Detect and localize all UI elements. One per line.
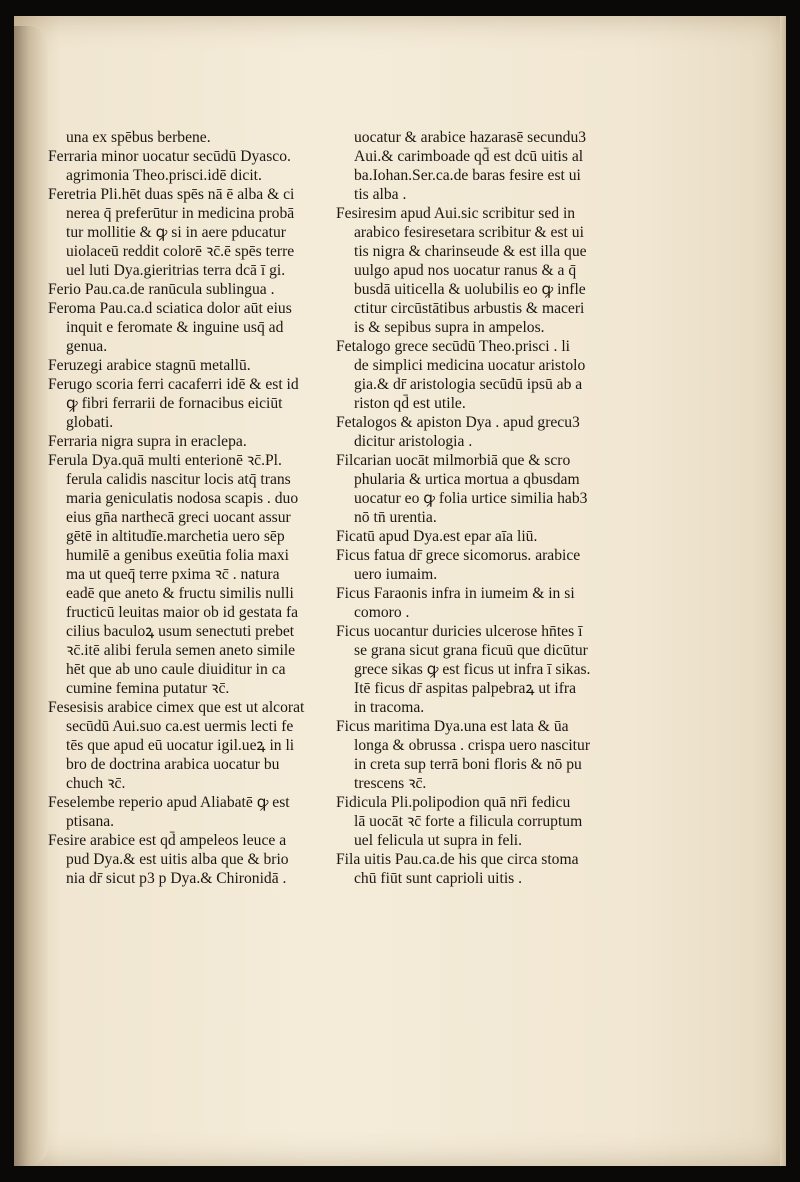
text-line: Aui.& carimboade qd̄ est dcū uitis al [354, 148, 584, 165]
text-line: chuch ꝛc̄. [66, 775, 126, 792]
text-line: ꝛc̄.itē alibi ferula semen aneto simile [66, 642, 296, 659]
text-line: agrimonia Theo.prisci.idē dicit. [66, 167, 262, 184]
glossary-entry [336, 546, 646, 584]
text-line: inquit e feromate & inguine usq̄ ad [66, 319, 284, 336]
text-line: ba.Iohan.Ser.ca.de baras fesire est ui [354, 167, 581, 184]
text-line: riston qd̄ est utile. [354, 395, 466, 412]
text-line: ctitur circūstātibus arbustis & maceri [354, 300, 585, 317]
glossary-entry [336, 527, 646, 546]
text-line: uero iumaim. [354, 566, 438, 583]
text-line: Fila uitis Pau.ca.de his que circa stoma [336, 851, 579, 868]
text-line: in tracoma. [354, 699, 425, 716]
text-line: Fidicula Pli.polipodion quā nr̄i fedicu [336, 794, 571, 811]
text-line: Feruzegi arabice stagnū metallū. [48, 357, 251, 374]
text-line: Ferula Dya.quā multi enterionē ꝛc̄.Pl. [48, 452, 282, 469]
glossary-entry [48, 698, 348, 793]
text-line: Itē ficus dr̄ aspitas palpebraꝝ ut ifra [354, 680, 577, 697]
glossary-entry [48, 793, 348, 831]
text-line: Feselembe reperio apud Aliabatē ꝙ est [48, 794, 290, 811]
glossary-entry [336, 793, 646, 850]
text-line: dicitur aristologia . [354, 433, 473, 450]
text-line: Feretria Pli.hēt duas spēs nā ē alba & ci [48, 186, 295, 203]
text-line: humilē a genibus exeūtia folia maxi [66, 547, 290, 564]
text-line: chū fiūt sunt caprioli uitis . [354, 870, 523, 887]
text-line: is & sepibus supra in ampelos. [354, 319, 545, 336]
text-line: grece sikas ꝙ est ficus ut infra ī sikas. [354, 661, 591, 678]
text-line: Ficatū apud Dya.est epar aīa liū. [336, 528, 538, 545]
text-line: Ferugo scoria ferri cacaferri idē & est id [48, 376, 299, 393]
glossary-entry [48, 356, 348, 375]
text-line: tis nigra & charinseude & est illa que [354, 243, 587, 260]
text-line: nerea q̄ preferūtur in medicina probā [66, 205, 295, 222]
text-line: Fesesisis arabice cimex que est ut alcorat [48, 699, 305, 716]
glossary-entry [336, 413, 646, 451]
text-line: nia dr̄ sicut p3 p Dya.& Chironidā . [66, 870, 287, 887]
text-line: Filcarian uocāt milmorbiā que & scro [336, 452, 571, 469]
glossary-entry [48, 451, 348, 698]
text-line: gētē in altitudīe.marchetia uero sēp [66, 528, 285, 545]
glossary-entry [336, 850, 646, 888]
text-line: ferula calidis nascitur locis atq̄ trans [66, 471, 291, 488]
text-line: uel felicula ut supra in feli. [354, 832, 523, 849]
glossary-entry [336, 717, 646, 793]
text-line: genua. [66, 338, 108, 355]
text-line: Ferraria nigra supra in eraclepa. [48, 433, 247, 450]
text-line: Fesiresim apud Aui.sic scribitur sed in [336, 205, 576, 222]
text-line: una ex spēbus berbene. [66, 129, 211, 146]
text-line: se grana sicut grana ficuū que dicūtur [354, 642, 588, 659]
glossary-entry [48, 185, 348, 280]
text-line: pud Dya.& est uitis alba que & brio [66, 851, 289, 868]
text-line: uulgo apud nos uocatur ranus & a q̄ [354, 262, 577, 279]
text-line: Ficus fatua dr̄ grece sicomorus. arabice [336, 547, 581, 564]
text-line: uiolaceū reddit colorē ꝛc̄.ē spēs terre [66, 243, 295, 260]
glossary-entry [336, 584, 646, 622]
right-column [336, 128, 646, 888]
text-line: cilius baculoꝝ usum senectuti prebet [66, 623, 295, 640]
glossary-entry [48, 147, 348, 185]
text-line: ma ut queq̄ terre pxima ꝛc̄ . natura [66, 566, 280, 583]
text-line: tur mollitie & ꝙ si in aere pducatur [66, 224, 287, 241]
text-line: ptisana. [66, 813, 115, 830]
text-line: fructicū leuitas maior ob id gestata fa [66, 604, 299, 621]
page-edge [780, 16, 786, 1166]
text-line: Fetalogos & apiston Dya . apud grecu3 [336, 414, 580, 431]
text-line: tēs que apud eū uocatur igil.ueꝝ in li [66, 737, 295, 754]
text-line: trescens ꝛc̄. [354, 775, 427, 792]
text-line: uocatur & arabice hazarasē secundu3 [354, 129, 587, 146]
text-line: Fesire arabice est qd̄ ampeleos leuce a [48, 832, 287, 849]
text-line: comoro . [354, 604, 410, 621]
text-line: in creta sup terrā boni floris & nō pu [354, 756, 582, 773]
text-line: longa & obrussa . crispa uero nascitur [354, 737, 591, 754]
glossary-entry [336, 204, 646, 337]
text-line: secūdū Aui.suo ca.est uermis lecti fe [66, 718, 294, 735]
text-line: Feroma Pau.ca.d sciatica dolor aūt eius [48, 300, 292, 317]
glossary-entry [48, 128, 348, 147]
text-line: Ficus maritima Dya.una est lata & ūa [336, 718, 569, 735]
glossary-entry [336, 337, 646, 413]
text-line: maria geniculatis nodosa scapis . duo [66, 490, 299, 507]
text-line: Ficus Faraonis infra in iumeim & in si [336, 585, 575, 602]
text-line: eius gn̄a narthecā greci uocant assur [66, 509, 291, 526]
text-line: tis alba . [354, 186, 407, 203]
text-line: uocatur eo ꝙ folia urtice similia hab3 [354, 490, 588, 507]
text-line: eadē que aneto & fructu similis nulli [66, 585, 294, 602]
glossary-entry [48, 280, 348, 299]
text-line: globati. [66, 414, 114, 431]
text-line: nō tn̄ urentia. [354, 509, 437, 526]
text-line: Ferio Pau.ca.de ranūcula sublingua . [48, 281, 275, 298]
glossary-entry [336, 622, 646, 717]
left-column [48, 128, 348, 888]
text-line: phularia & urtica mortua a qbusdam [354, 471, 580, 488]
text-line: gia.& dr̄ aristologia secūdū ipsū ab a [354, 376, 583, 393]
text-line: ꝙ fibri ferrarii de fornacibus eiciūt [66, 395, 283, 412]
text-line: de simplici medicina uocatur aristolo [354, 357, 586, 374]
text-line: Fetalogo grece secūdū Theo.prisci . li [336, 338, 570, 355]
glossary-entry [48, 299, 348, 356]
text-line: uel luti Dya.gieritrias terra dcā ī gi. [66, 262, 286, 279]
glossary-entry [48, 432, 348, 451]
glossary-entry [48, 831, 348, 888]
text-line: arabico fesiresetara scribitur & est ui [354, 224, 584, 241]
text-line: cumine femina putatur ꝛc̄. [66, 680, 230, 697]
text-line: bro de doctrina arabica uocatur bu [66, 756, 280, 773]
glossary-entry [336, 451, 646, 527]
text-line: hēt que ab uno caule diuiditur in ca [66, 661, 286, 678]
glossary-entry [48, 375, 348, 432]
glossary-entry [336, 128, 646, 204]
text-line: Ficus uocantur duricies ulcerose hn̄tes ī [336, 623, 583, 640]
text-line: Ferraria minor uocatur secūdū Dyasco. [48, 148, 291, 165]
text-line: lā uocāt ꝛc̄ forte a filicula corruptum [354, 813, 583, 830]
page-gutter [14, 26, 48, 1166]
text-line: busdā uiticella & uolubilis eo ꝙ infle [354, 281, 586, 298]
